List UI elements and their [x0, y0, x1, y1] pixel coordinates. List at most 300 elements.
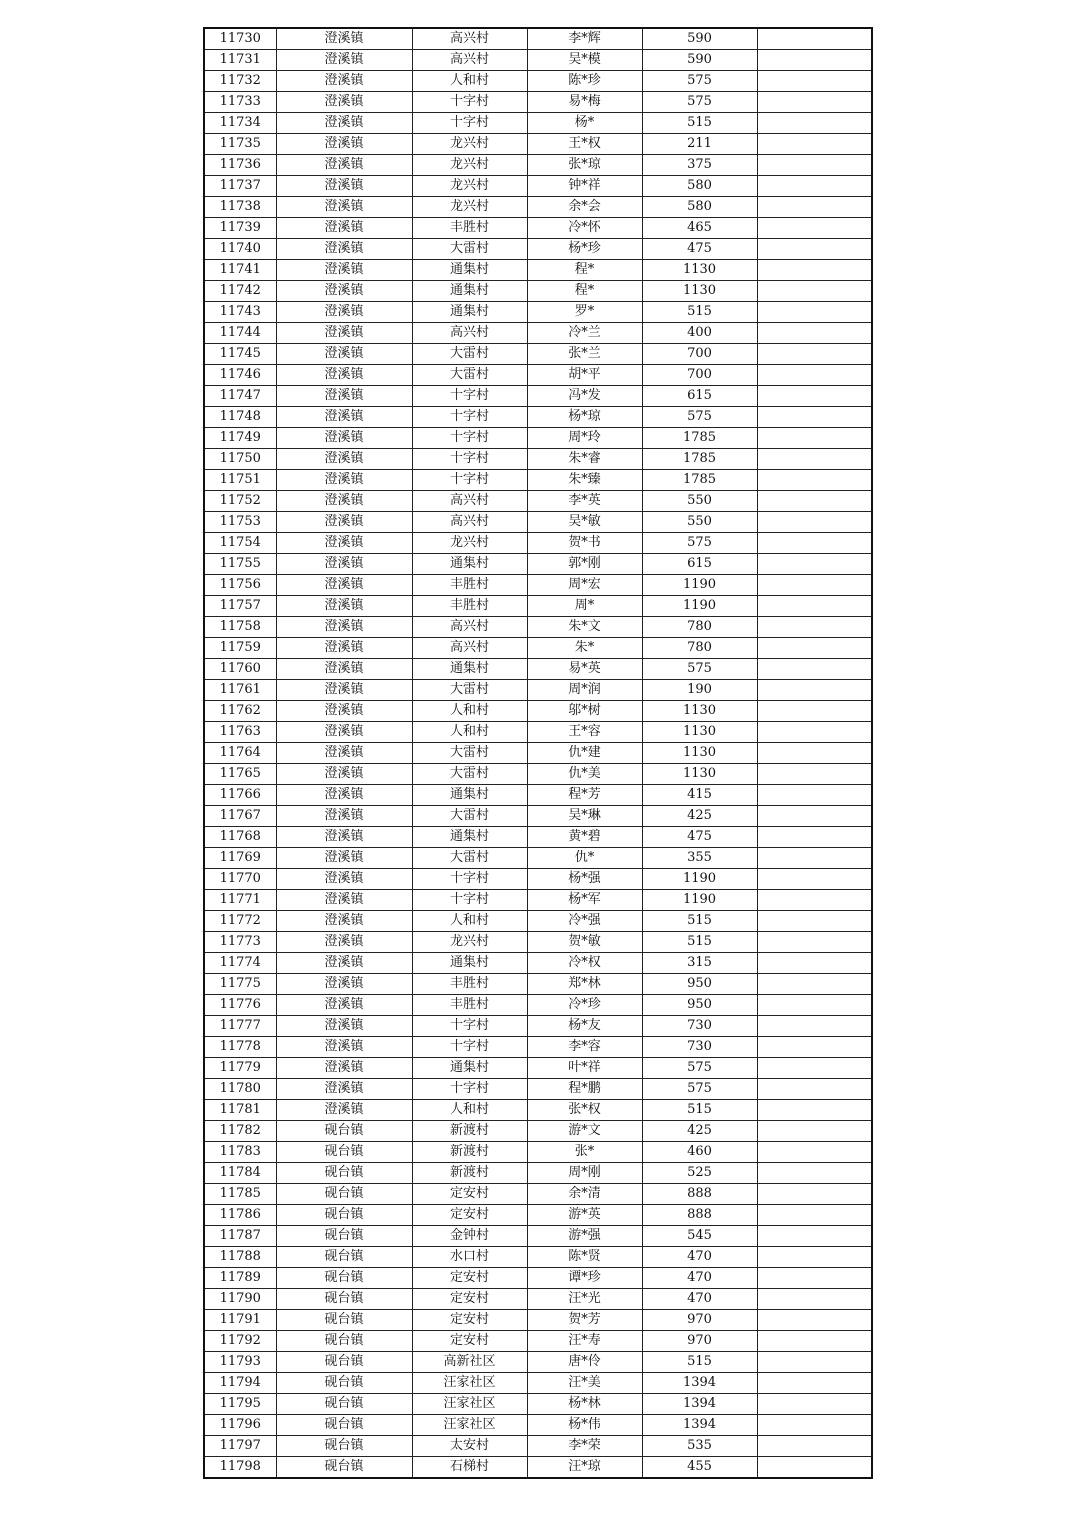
serial-number-cell: 11735: [204, 134, 276, 155]
name-cell: 周*: [527, 596, 642, 617]
village-cell: 人和村: [412, 722, 527, 743]
name-cell: 贺*芳: [527, 1310, 642, 1331]
serial-number-cell: 11742: [204, 281, 276, 302]
town-cell: 砚台镇: [276, 1226, 412, 1247]
village-cell: 十字村: [412, 113, 527, 134]
amount-cell: 615: [642, 386, 757, 407]
amount-cell: 515: [642, 911, 757, 932]
amount-cell: 1394: [642, 1415, 757, 1436]
table-body: [204, 28, 872, 1478]
town-cell: 砚台镇: [276, 1331, 412, 1352]
remark-cell: [757, 701, 872, 722]
amount-cell: 700: [642, 344, 757, 365]
remark-cell: [757, 575, 872, 596]
table-row: [204, 281, 872, 302]
table-row: [204, 92, 872, 113]
town-cell: 澄溪镇: [276, 71, 412, 92]
amount-cell: 355: [642, 848, 757, 869]
town-cell: 砚台镇: [276, 1415, 412, 1436]
serial-number-cell: 11744: [204, 323, 276, 344]
table-row: [204, 680, 872, 701]
amount-cell: 1130: [642, 260, 757, 281]
remark-cell: [757, 638, 872, 659]
amount-cell: 415: [642, 785, 757, 806]
name-cell: 余*会: [527, 197, 642, 218]
village-cell: 高兴村: [412, 512, 527, 533]
table-row: [204, 1079, 872, 1100]
village-cell: 高兴村: [412, 323, 527, 344]
remark-cell: [757, 743, 872, 764]
village-cell: 通集村: [412, 554, 527, 575]
amount-cell: 425: [642, 806, 757, 827]
remark-cell: [757, 1436, 872, 1457]
table-row: [204, 1331, 872, 1352]
town-cell: 澄溪镇: [276, 428, 412, 449]
name-cell: 冷*强: [527, 911, 642, 932]
serial-number-cell: 11761: [204, 680, 276, 701]
town-cell: 澄溪镇: [276, 28, 412, 50]
town-cell: 澄溪镇: [276, 260, 412, 281]
remark-cell: [757, 134, 872, 155]
village-cell: 十字村: [412, 407, 527, 428]
town-cell: 澄溪镇: [276, 1079, 412, 1100]
village-cell: 通集村: [412, 1058, 527, 1079]
remark-cell: [757, 113, 872, 134]
table-row: [204, 1226, 872, 1247]
amount-cell: 590: [642, 28, 757, 50]
name-cell: 程*芳: [527, 785, 642, 806]
remark-cell: [757, 533, 872, 554]
name-cell: 周*宏: [527, 575, 642, 596]
serial-number-cell: 11778: [204, 1037, 276, 1058]
table-row: [204, 554, 872, 575]
amount-cell: 590: [642, 50, 757, 71]
name-cell: 陈*贤: [527, 1247, 642, 1268]
remark-cell: [757, 1373, 872, 1394]
table-row: [204, 302, 872, 323]
town-cell: 澄溪镇: [276, 764, 412, 785]
name-cell: 李*容: [527, 1037, 642, 1058]
amount-cell: 400: [642, 323, 757, 344]
village-cell: 高新社区: [412, 1352, 527, 1373]
table-row: [204, 1394, 872, 1415]
town-cell: 砚台镇: [276, 1310, 412, 1331]
serial-number-cell: 11739: [204, 218, 276, 239]
town-cell: 砚台镇: [276, 1121, 412, 1142]
remark-cell: [757, 344, 872, 365]
amount-cell: 1130: [642, 764, 757, 785]
amount-cell: 375: [642, 155, 757, 176]
village-cell: 新渡村: [412, 1121, 527, 1142]
village-cell: 大雷村: [412, 680, 527, 701]
village-cell: 定安村: [412, 1310, 527, 1331]
village-cell: 丰胜村: [412, 575, 527, 596]
village-cell: 大雷村: [412, 764, 527, 785]
amount-cell: 1190: [642, 890, 757, 911]
serial-number-cell: 11780: [204, 1079, 276, 1100]
serial-number-cell: 11757: [204, 596, 276, 617]
serial-number-cell: 11794: [204, 1373, 276, 1394]
amount-cell: 1190: [642, 596, 757, 617]
village-cell: 通集村: [412, 659, 527, 680]
name-cell: 易*梅: [527, 92, 642, 113]
village-cell: 龙兴村: [412, 155, 527, 176]
serial-number-cell: 11782: [204, 1121, 276, 1142]
remark-cell: [757, 1352, 872, 1373]
town-cell: 砚台镇: [276, 1163, 412, 1184]
remark-cell: [757, 302, 872, 323]
name-cell: 张*: [527, 1142, 642, 1163]
remark-cell: [757, 1247, 872, 1268]
remark-cell: [757, 953, 872, 974]
serial-number-cell: 11787: [204, 1226, 276, 1247]
village-cell: 定安村: [412, 1184, 527, 1205]
remark-cell: [757, 680, 872, 701]
amount-cell: 1130: [642, 701, 757, 722]
amount-cell: 1785: [642, 470, 757, 491]
amount-cell: 950: [642, 974, 757, 995]
name-cell: 游*英: [527, 1205, 642, 1226]
amount-cell: 475: [642, 827, 757, 848]
name-cell: 王*容: [527, 722, 642, 743]
town-cell: 澄溪镇: [276, 659, 412, 680]
town-cell: 澄溪镇: [276, 1016, 412, 1037]
remark-cell: [757, 806, 872, 827]
amount-cell: 475: [642, 239, 757, 260]
serial-number-cell: 11743: [204, 302, 276, 323]
serial-number-cell: 11752: [204, 491, 276, 512]
table-row: [204, 134, 872, 155]
remark-cell: [757, 28, 872, 50]
village-cell: 新渡村: [412, 1163, 527, 1184]
town-cell: 澄溪镇: [276, 554, 412, 575]
village-cell: 太安村: [412, 1436, 527, 1457]
name-cell: 郭*刚: [527, 554, 642, 575]
remark-cell: [757, 932, 872, 953]
table-row: [204, 344, 872, 365]
village-cell: 汪家社区: [412, 1373, 527, 1394]
remark-cell: [757, 1310, 872, 1331]
town-cell: 澄溪镇: [276, 827, 412, 848]
amount-cell: 535: [642, 1436, 757, 1457]
remark-cell: [757, 869, 872, 890]
name-cell: 程*: [527, 281, 642, 302]
town-cell: 澄溪镇: [276, 617, 412, 638]
name-cell: 张*权: [527, 1100, 642, 1121]
name-cell: 罗*: [527, 302, 642, 323]
table-row: [204, 1247, 872, 1268]
table-row: [204, 974, 872, 995]
town-cell: 澄溪镇: [276, 533, 412, 554]
table-row: [204, 953, 872, 974]
amount-cell: 1130: [642, 722, 757, 743]
table-row: [204, 1310, 872, 1331]
village-cell: 人和村: [412, 701, 527, 722]
serial-number-cell: 11748: [204, 407, 276, 428]
village-cell: 十字村: [412, 869, 527, 890]
table-row: [204, 785, 872, 806]
village-cell: 通集村: [412, 281, 527, 302]
remark-cell: [757, 659, 872, 680]
serial-number-cell: 11765: [204, 764, 276, 785]
name-cell: 冷*怀: [527, 218, 642, 239]
serial-number-cell: 11746: [204, 365, 276, 386]
table-row: [204, 806, 872, 827]
village-cell: 大雷村: [412, 239, 527, 260]
serial-number-cell: 11775: [204, 974, 276, 995]
name-cell: 李*荣: [527, 1436, 642, 1457]
table-row: [204, 428, 872, 449]
table-row: [204, 176, 872, 197]
table-row: [204, 491, 872, 512]
name-cell: 贺*书: [527, 533, 642, 554]
name-cell: 陈*珍: [527, 71, 642, 92]
town-cell: 澄溪镇: [276, 134, 412, 155]
village-cell: 定安村: [412, 1268, 527, 1289]
town-cell: 澄溪镇: [276, 785, 412, 806]
remark-cell: [757, 1394, 872, 1415]
remark-cell: [757, 92, 872, 113]
village-cell: 丰胜村: [412, 218, 527, 239]
amount-cell: 780: [642, 617, 757, 638]
town-cell: 澄溪镇: [276, 869, 412, 890]
amount-cell: 550: [642, 512, 757, 533]
remark-cell: [757, 596, 872, 617]
village-cell: 丰胜村: [412, 596, 527, 617]
serial-number-cell: 11796: [204, 1415, 276, 1436]
amount-cell: 730: [642, 1037, 757, 1058]
amount-cell: 425: [642, 1121, 757, 1142]
serial-number-cell: 11732: [204, 71, 276, 92]
village-cell: 通集村: [412, 827, 527, 848]
town-cell: 澄溪镇: [276, 323, 412, 344]
name-cell: 叶*祥: [527, 1058, 642, 1079]
table-row: [204, 701, 872, 722]
name-cell: 贺*敏: [527, 932, 642, 953]
name-cell: 程*: [527, 260, 642, 281]
table-row: [204, 1436, 872, 1457]
remark-cell: [757, 50, 872, 71]
amount-cell: 550: [642, 491, 757, 512]
town-cell: 澄溪镇: [276, 575, 412, 596]
serial-number-cell: 11795: [204, 1394, 276, 1415]
serial-number-cell: 11764: [204, 743, 276, 764]
town-cell: 澄溪镇: [276, 449, 412, 470]
remark-cell: [757, 323, 872, 344]
table-row: [204, 911, 872, 932]
table-row: [204, 512, 872, 533]
village-cell: 大雷村: [412, 848, 527, 869]
table-row: [204, 575, 872, 596]
amount-cell: 1785: [642, 428, 757, 449]
name-cell: 汪*寿: [527, 1331, 642, 1352]
village-cell: 十字村: [412, 428, 527, 449]
table-row: [204, 386, 872, 407]
town-cell: 澄溪镇: [276, 995, 412, 1016]
remark-cell: [757, 764, 872, 785]
remark-cell: [757, 827, 872, 848]
table-row: [204, 1352, 872, 1373]
village-cell: 水口村: [412, 1247, 527, 1268]
table-row: [204, 995, 872, 1016]
table-row: [204, 365, 872, 386]
amount-cell: 730: [642, 1016, 757, 1037]
village-cell: 人和村: [412, 911, 527, 932]
serial-number-cell: 11755: [204, 554, 276, 575]
village-cell: 汪家社区: [412, 1394, 527, 1415]
serial-number-cell: 11751: [204, 470, 276, 491]
remark-cell: [757, 785, 872, 806]
village-cell: 十字村: [412, 386, 527, 407]
name-cell: 冷*珍: [527, 995, 642, 1016]
table-row: [204, 449, 872, 470]
serial-number-cell: 11754: [204, 533, 276, 554]
table-row: [204, 533, 872, 554]
amount-cell: 465: [642, 218, 757, 239]
serial-number-cell: 11770: [204, 869, 276, 890]
village-cell: 丰胜村: [412, 995, 527, 1016]
remark-cell: [757, 617, 872, 638]
table-row: [204, 1205, 872, 1226]
amount-cell: 470: [642, 1268, 757, 1289]
name-cell: 朱*臻: [527, 470, 642, 491]
data-table: [203, 27, 873, 1479]
village-cell: 大雷村: [412, 365, 527, 386]
village-cell: 汪家社区: [412, 1415, 527, 1436]
village-cell: 通集村: [412, 302, 527, 323]
town-cell: 澄溪镇: [276, 50, 412, 71]
name-cell: 杨*军: [527, 890, 642, 911]
serial-number-cell: 11737: [204, 176, 276, 197]
table-row: [204, 743, 872, 764]
town-cell: 澄溪镇: [276, 1100, 412, 1121]
table-row: [204, 1268, 872, 1289]
amount-cell: 575: [642, 1058, 757, 1079]
village-cell: 新渡村: [412, 1142, 527, 1163]
serial-number-cell: 11766: [204, 785, 276, 806]
serial-number-cell: 11749: [204, 428, 276, 449]
remark-cell: [757, 1016, 872, 1037]
village-cell: 定安村: [412, 1289, 527, 1310]
amount-cell: 1190: [642, 869, 757, 890]
remark-cell: [757, 281, 872, 302]
table-row: [204, 1184, 872, 1205]
amount-cell: 515: [642, 113, 757, 134]
name-cell: 张*琼: [527, 155, 642, 176]
table-row: [204, 113, 872, 134]
remark-cell: [757, 71, 872, 92]
amount-cell: 315: [642, 953, 757, 974]
table-row: [204, 617, 872, 638]
remark-cell: [757, 1415, 872, 1436]
remark-cell: [757, 176, 872, 197]
remark-cell: [757, 1142, 872, 1163]
amount-cell: 1394: [642, 1373, 757, 1394]
amount-cell: 515: [642, 1100, 757, 1121]
town-cell: 澄溪镇: [276, 743, 412, 764]
serial-number-cell: 11763: [204, 722, 276, 743]
serial-number-cell: 11777: [204, 1016, 276, 1037]
town-cell: 澄溪镇: [276, 1037, 412, 1058]
town-cell: 砚台镇: [276, 1268, 412, 1289]
remark-cell: [757, 554, 872, 575]
amount-cell: 470: [642, 1247, 757, 1268]
remark-cell: [757, 491, 872, 512]
table-row: [204, 1457, 872, 1479]
amount-cell: 950: [642, 995, 757, 1016]
amount-cell: 700: [642, 365, 757, 386]
serial-number-cell: 11784: [204, 1163, 276, 1184]
remark-cell: [757, 848, 872, 869]
serial-number-cell: 11791: [204, 1310, 276, 1331]
amount-cell: 1130: [642, 281, 757, 302]
amount-cell: 515: [642, 1352, 757, 1373]
serial-number-cell: 11768: [204, 827, 276, 848]
amount-cell: 211: [642, 134, 757, 155]
town-cell: 澄溪镇: [276, 638, 412, 659]
village-cell: 高兴村: [412, 491, 527, 512]
table-row: [204, 1121, 872, 1142]
name-cell: 汪*美: [527, 1373, 642, 1394]
name-cell: 余*清: [527, 1184, 642, 1205]
name-cell: 吴*敏: [527, 512, 642, 533]
remark-cell: [757, 365, 872, 386]
serial-number-cell: 11781: [204, 1100, 276, 1121]
remark-cell: [757, 1079, 872, 1100]
village-cell: 金钟村: [412, 1226, 527, 1247]
amount-cell: 575: [642, 71, 757, 92]
remark-cell: [757, 1268, 872, 1289]
name-cell: 程*鹏: [527, 1079, 642, 1100]
serial-number-cell: 11779: [204, 1058, 276, 1079]
serial-number-cell: 11760: [204, 659, 276, 680]
serial-number-cell: 11772: [204, 911, 276, 932]
remark-cell: [757, 428, 872, 449]
village-cell: 十字村: [412, 1037, 527, 1058]
table-row: [204, 638, 872, 659]
table-row: [204, 50, 872, 71]
amount-cell: 1785: [642, 449, 757, 470]
amount-cell: 575: [642, 659, 757, 680]
name-cell: 仇*建: [527, 743, 642, 764]
town-cell: 澄溪镇: [276, 911, 412, 932]
village-cell: 人和村: [412, 1100, 527, 1121]
table-row: [204, 722, 872, 743]
village-cell: 高兴村: [412, 638, 527, 659]
name-cell: 仇*美: [527, 764, 642, 785]
name-cell: 杨*伟: [527, 1415, 642, 1436]
town-cell: 砚台镇: [276, 1352, 412, 1373]
village-cell: 大雷村: [412, 806, 527, 827]
town-cell: 澄溪镇: [276, 407, 412, 428]
town-cell: 砚台镇: [276, 1184, 412, 1205]
town-cell: 澄溪镇: [276, 1058, 412, 1079]
amount-cell: 1394: [642, 1394, 757, 1415]
name-cell: 唐*伶: [527, 1352, 642, 1373]
amount-cell: 888: [642, 1184, 757, 1205]
serial-number-cell: 11769: [204, 848, 276, 869]
remark-cell: [757, 1184, 872, 1205]
village-cell: 人和村: [412, 71, 527, 92]
amount-cell: 190: [642, 680, 757, 701]
name-cell: 周*玲: [527, 428, 642, 449]
town-cell: 砚台镇: [276, 1289, 412, 1310]
village-cell: 通集村: [412, 260, 527, 281]
name-cell: 胡*平: [527, 365, 642, 386]
town-cell: 澄溪镇: [276, 218, 412, 239]
table-row: [204, 596, 872, 617]
town-cell: 澄溪镇: [276, 596, 412, 617]
